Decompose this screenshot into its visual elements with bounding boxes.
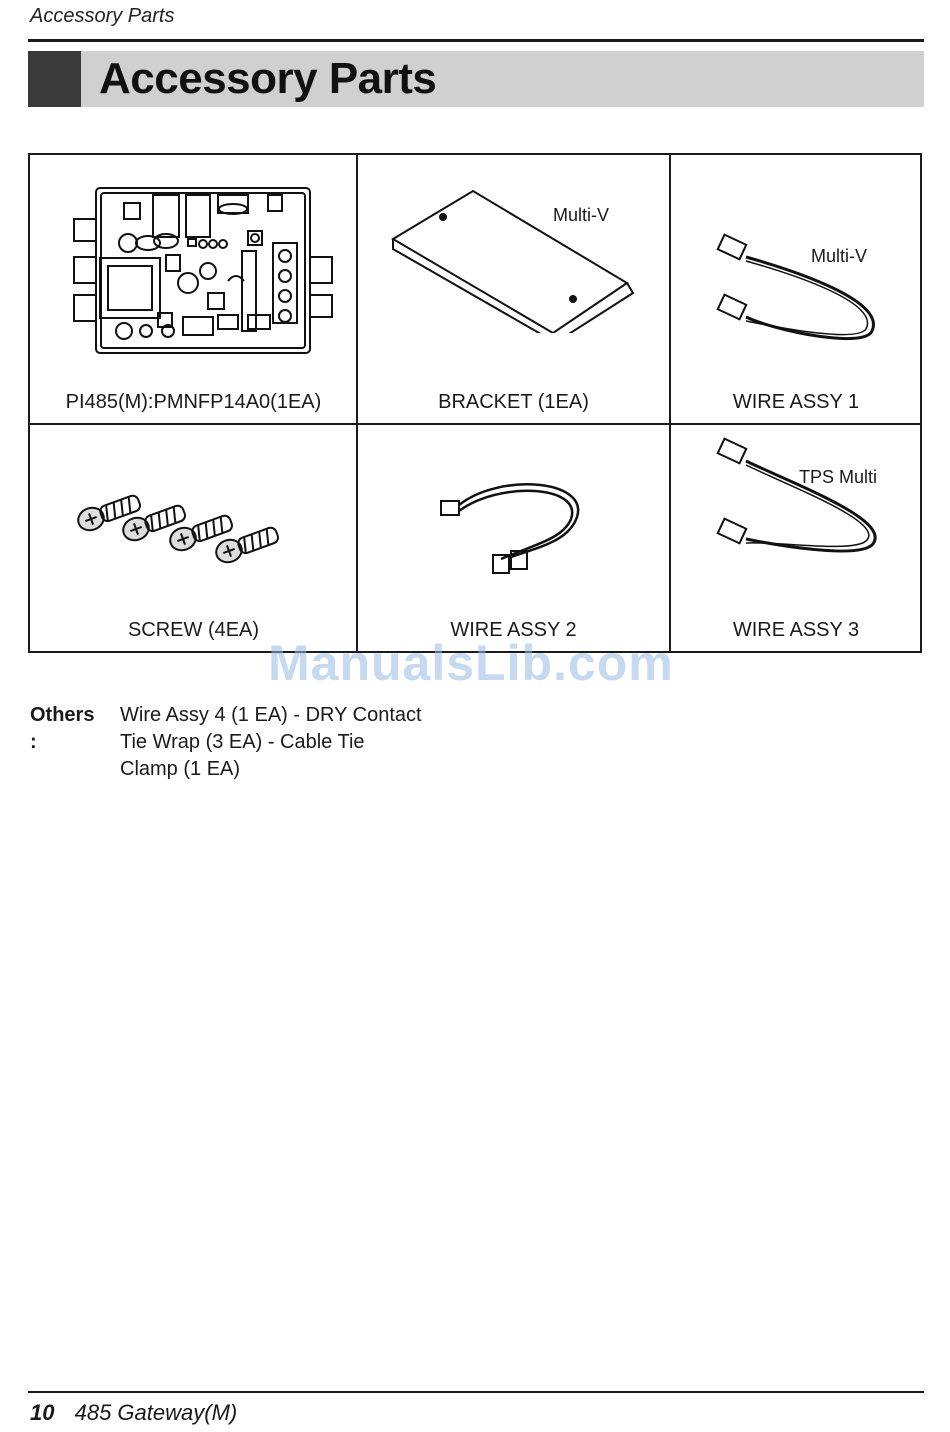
footer-doc-title: 485 Gateway(M)	[74, 1400, 238, 1425]
section-title-bar	[28, 51, 924, 107]
parts-table	[28, 153, 922, 653]
footer-rule	[28, 1391, 924, 1393]
part-label: WIRE ASSY 1	[732, 391, 860, 413]
header-rule	[28, 39, 924, 42]
footer	[30, 1400, 237, 1426]
wire-connector-icon	[716, 231, 896, 351]
watermark: ManualsLib.com	[268, 635, 674, 691]
part-cell-wire-assy-1	[670, 155, 922, 423]
others-item: Clamp (1 EA)	[120, 758, 241, 780]
wire-connector-icon	[439, 477, 589, 577]
part-label: WIRE ASSY 3	[732, 619, 860, 641]
others-item: Wire Assy 4 (1 EA) - DRY Contact	[120, 704, 422, 726]
part-callout: Multi-V	[811, 246, 868, 266]
part-label: WIRE ASSY 2	[450, 619, 577, 641]
screw-icon	[76, 489, 296, 579]
part-cell-wire-assy-3	[670, 425, 922, 653]
running-header: Accessory Parts	[30, 5, 175, 27]
others-label: Others :	[30, 704, 95, 753]
part-label: PI485(M):PMNFP14A0(1EA)	[65, 391, 322, 413]
part-cell-pcb	[30, 155, 357, 423]
page-title: Accessory Parts	[99, 54, 437, 103]
part-cell-screw	[30, 425, 357, 653]
part-callout: TPS Multi	[799, 467, 878, 487]
part-label: SCREW (4EA)	[127, 619, 260, 641]
pcb-board-icon	[68, 183, 338, 358]
others-item: Tie Wrap (3 EA) - Cable Tie	[120, 731, 365, 753]
part-cell-wire-assy-2	[357, 425, 670, 653]
part-label: BRACKET (1EA)	[438, 391, 589, 413]
wire-connector-icon	[716, 435, 896, 555]
part-callout: Multi-V	[553, 205, 610, 225]
title-marker-block	[28, 51, 81, 107]
part-cell-bracket	[357, 155, 670, 423]
page-number: 10	[30, 1400, 55, 1425]
